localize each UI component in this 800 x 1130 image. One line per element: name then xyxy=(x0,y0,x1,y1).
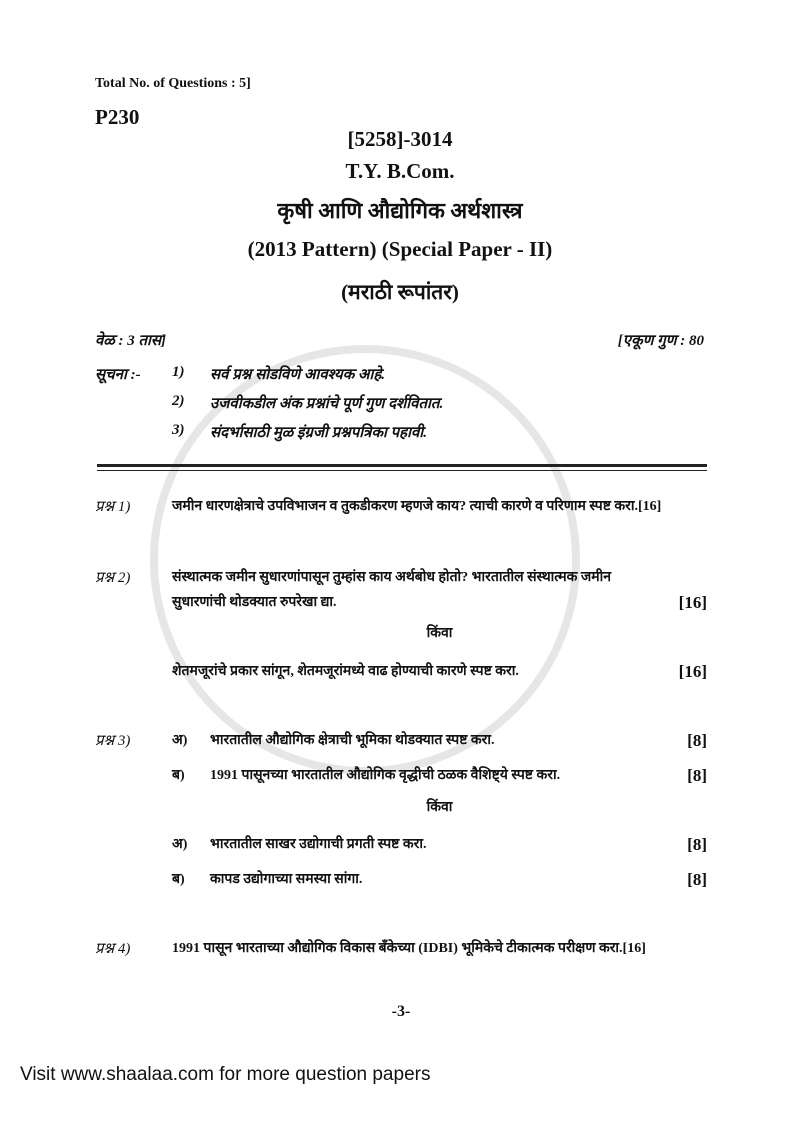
instruction-text: उजवीकडील अंक प्रश्नांचे पूर्ण गुण दर्शवितात. xyxy=(210,396,444,412)
question-3a xyxy=(95,731,707,751)
divider-thin xyxy=(97,470,707,471)
question-text: 1991 पासून भारताच्या औद्योगिक विकास बँकेच्या (IDBI) भूमिकेचे टीकात्मक परीक्षण करा.[16] xyxy=(172,941,646,956)
question-text: 1991 पासूनच्या भारतातील औद्योगिक वृद्धीची ठळक वैशिष्ट्ये स्पष्ट करा. xyxy=(210,768,561,783)
question-label: प्रश्न 2) xyxy=(95,570,131,586)
or-label: किंवा xyxy=(426,800,453,815)
sub-label: अ) xyxy=(172,733,188,748)
question-marks: [8] xyxy=(687,870,707,889)
sub-label: ब) xyxy=(172,768,185,783)
question-text: शेतमजूरांचे प्रकार सांगून, शेतमजूरांमध्ये वाढ होण्याची कारणे स्पष्ट करा. xyxy=(172,664,519,679)
question-marks: [8] xyxy=(687,731,707,750)
time-allowed: वेळ : 3 तास] xyxy=(95,333,167,349)
subject-title: कृषी आणि औद्योगिक अर्थशास्त्र xyxy=(277,198,523,223)
question-1 xyxy=(95,497,707,517)
question-2-alternative xyxy=(95,662,707,682)
question-marks: [16] xyxy=(678,593,707,612)
question-marks: [16] xyxy=(678,662,707,681)
question-4 xyxy=(95,939,707,959)
instructions-label: सूचना :- xyxy=(95,367,141,383)
instruction-num: 2) xyxy=(172,393,185,409)
question-text: भारतातील साखर उद्योगाची प्रगती स्पष्ट करा. xyxy=(210,837,427,852)
page-number: -3- xyxy=(391,1003,411,1020)
instruction-text: सर्व प्रश्न सोडविणे आवश्यक आहे. xyxy=(210,367,386,383)
or-label: किंवा xyxy=(426,626,453,641)
question-2 xyxy=(95,568,707,588)
question-3b xyxy=(95,766,707,786)
sub-label: ब) xyxy=(172,872,185,887)
total-questions: Total No. of Questions : 5] xyxy=(95,76,251,91)
translation-label: (मराठी रूपांतर) xyxy=(341,280,459,304)
question-text: जमीन धारणक्षेत्राचे उपविभाजन व तुकडीकरण म्हणजे काय? त्याची कारणे व परिणाम स्पष्ट करा.[16] xyxy=(172,499,662,514)
question-3c xyxy=(95,835,707,855)
footer-link[interactable]: Visit www.shaalaa.com for more question papers xyxy=(20,1064,431,1085)
instruction-num: 3) xyxy=(172,422,185,438)
paper-code: P230 xyxy=(95,105,140,129)
question-text: सुधारणांची थोडक्यात रुपरेखा द्या. xyxy=(172,595,337,610)
question-text: भारतातील औद्योगिक क्षेत्राची भूमिका थोडक्यात स्पष्ट करा. xyxy=(210,733,495,748)
pattern: (2013 Pattern) (Special Paper - II) xyxy=(247,237,553,261)
question-marks: [8] xyxy=(687,766,707,785)
total-marks: [एकूण गुण : 80 xyxy=(617,333,704,349)
question-text: कापड उद्योगाच्या समस्या सांगा. xyxy=(210,872,363,887)
question-2-line-2 xyxy=(95,593,707,613)
instruction-num: 1) xyxy=(172,364,185,380)
question-3d xyxy=(95,870,707,890)
exam-code: [5258]-3014 xyxy=(347,127,453,151)
question-label: प्रश्न 4) xyxy=(95,941,131,957)
sub-label: अ) xyxy=(172,837,188,852)
instruction-text: संदर्भासाठी मुळ इंग्रजी प्रश्नपत्रिका पहावी. xyxy=(210,425,427,441)
question-marks: [8] xyxy=(687,835,707,854)
course: T.Y. B.Com. xyxy=(345,159,455,183)
question-text: संस्थात्मक जमीन सुधारणांपासून तुम्हांस काय अर्थबोध होतो? भारतातील संस्थात्मक जमीन xyxy=(172,570,611,585)
question-label: प्रश्न 1) xyxy=(95,499,131,515)
question-label: प्रश्न 3) xyxy=(95,733,131,749)
divider-thick xyxy=(97,464,707,467)
questions-section xyxy=(95,497,707,1022)
